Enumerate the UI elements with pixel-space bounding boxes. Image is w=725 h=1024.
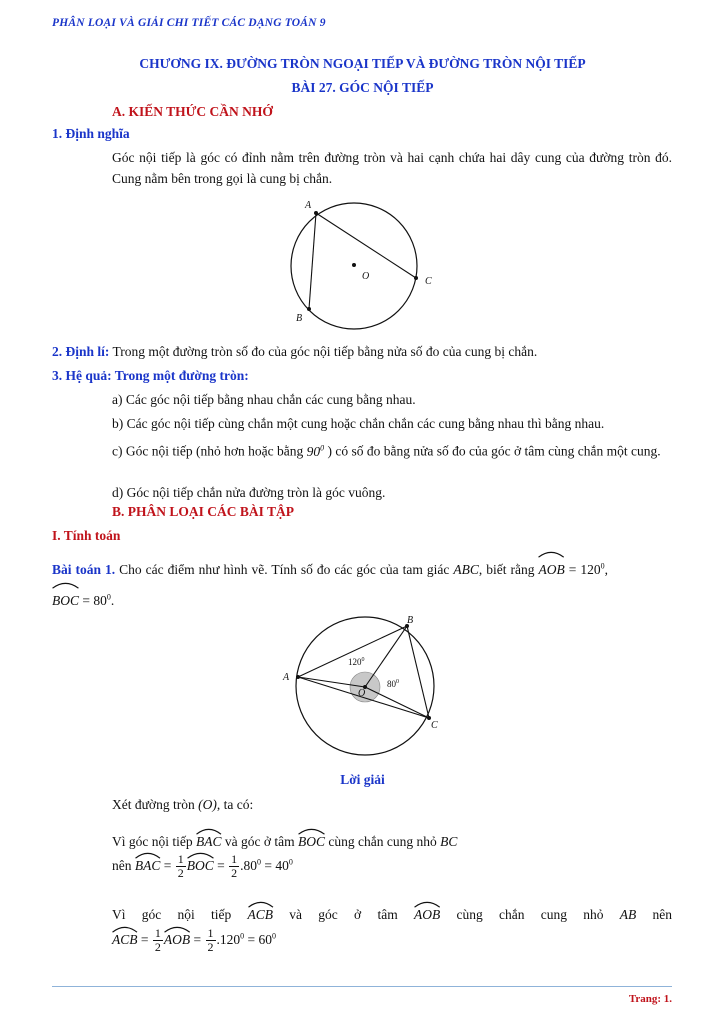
label-a: A — [305, 200, 312, 211]
arc-aob-2: AOB — [414, 902, 440, 923]
figure-inscribed-angle — [280, 195, 440, 335]
solution-line-2: Vì góc nội tiếp BAC và góc ở tâm BOC cùng chắn cung nhỏ BC — [112, 829, 457, 850]
corollary-item-c — [112, 437, 672, 462]
corollary-item-d: d) Góc nội tiếp chắn nửa đường tròn là góc vuông. — [112, 485, 386, 500]
point-a — [314, 211, 318, 215]
point-o — [352, 263, 356, 267]
problem-given: , biết rằng — [478, 562, 539, 577]
corollary-item-a: a) Các góc nội tiếp bằng nhau chắn các cung bằng nhau. — [112, 392, 416, 407]
point-c — [414, 276, 418, 280]
angle-label-80: $80^0$ — [387, 679, 399, 689]
page-number: Trang: 1. — [628, 993, 672, 1005]
corollary-item-c-part2: ) có số đo bằng nửa số đo của góc ở tâm cùng chắn một cung. — [324, 443, 661, 459]
arc-aob: AOB — [538, 552, 564, 583]
side-ab — [298, 626, 407, 677]
label-b: B — [296, 313, 303, 324]
running-header: PHÂN LOẠI VÀ GIẢI CHI TIẾT CÁC DẠNG TOÁN 9 — [52, 17, 326, 29]
section-a-heading: A. KIẾN THỨC CẦN NHỚ — [112, 104, 273, 119]
section-i-heading: I. Tính toán — [52, 528, 121, 543]
theorem-text: Trong một đường tròn số đo của góc nội tiếp bằng nửa số đo của cung bị chắn. — [109, 344, 538, 359]
arc-bac: BAC — [196, 829, 222, 850]
segment-oc — [365, 687, 429, 718]
lesson-title: BÀI 27. GÓC NỘI TIẾP — [291, 80, 434, 95]
theorem-heading: 2. Định lí: — [52, 344, 110, 359]
label-o: O — [362, 271, 370, 282]
angle-90: $90^0$ — [306, 443, 325, 459]
section-b-heading: B. PHÂN LOẠI CÁC BÀI TẬP — [112, 504, 295, 519]
solution-line-5: ACB = $\frac{1}{2}$ AOB = $\frac{1}{2}$ $.120^0 = 60^0$ — [112, 926, 276, 955]
label-b2: B — [407, 615, 414, 626]
solution-line-4: Vì góc nội tiếp ACB và góc ở tâm AOB cùng chắn cung nhỏ AB nên — [112, 902, 672, 923]
footer-divider — [52, 986, 672, 987]
boc-value: 80 — [93, 593, 107, 608]
chord-ac — [316, 213, 416, 278]
corollary-item-c-part1: c) Góc nội tiếp (nhỏ hơn hoặc bằng — [112, 443, 304, 459]
theorem-line — [52, 344, 537, 360]
corollary-item-b: b) Các góc nội tiếp cùng chắn một cung hoặc chắn chắn các cung bằng nhau thì bằng nhau. — [112, 416, 605, 431]
problem-1: Bài toán 1. Cho các điểm như hình vẽ. Tính số đo các góc của tam giác ABC, biết rằng AOB = $120^0$, BOC = $80^0$. — [52, 552, 672, 614]
arc-acb: ACB — [248, 902, 274, 923]
solution-heading: Lời giải — [340, 772, 385, 787]
definition-heading: 1. Định nghĩa — [52, 126, 130, 141]
problem-label: Bài toán 1. — [52, 562, 116, 577]
arc-boc-2: BOC — [298, 829, 325, 850]
label-a2: A — [283, 672, 290, 683]
definition-text: Góc nội tiếp là góc có đỉnh nằm trên đường tròn và hai cạnh chứa hai dây cung của đường tròn đó. Cung nằm bên trong gọi là cung bị chắn. — [112, 150, 672, 186]
side-bc — [407, 626, 429, 718]
arc-boc: BOC — [52, 583, 79, 614]
segment-ob — [365, 626, 407, 687]
angle-label-120: $120^0$ — [348, 657, 365, 667]
label-c: C — [425, 276, 432, 287]
aob-value: 120 — [580, 562, 601, 577]
point-a2 — [296, 675, 300, 679]
label-c2: C — [431, 720, 438, 731]
chord-ab — [309, 213, 316, 309]
corollary-heading: 3. Hệ quả: Trong một đường tròn: — [52, 368, 249, 383]
figure-triangle-circle — [280, 610, 450, 770]
point-b — [307, 307, 311, 311]
label-o2: O — [358, 688, 366, 699]
solution-line-1: Xét đường tròn (O), ta có: — [112, 797, 254, 812]
solution-line-3: nên BAC = $\frac{1}{2}$ BOC = $\frac{1}{2}$ $.80^0 = 40^0$ — [112, 852, 293, 881]
chapter-title: CHƯƠNG IX. ĐƯỜNG TRÒN NGOẠI TIẾP VÀ ĐƯỜNG TRÒN NỘI TIẾP — [139, 56, 586, 71]
problem-text: Cho các điểm như hình vẽ. Tính số đo các góc của tam giác — [115, 562, 454, 577]
triangle-name: ABC — [453, 562, 479, 577]
